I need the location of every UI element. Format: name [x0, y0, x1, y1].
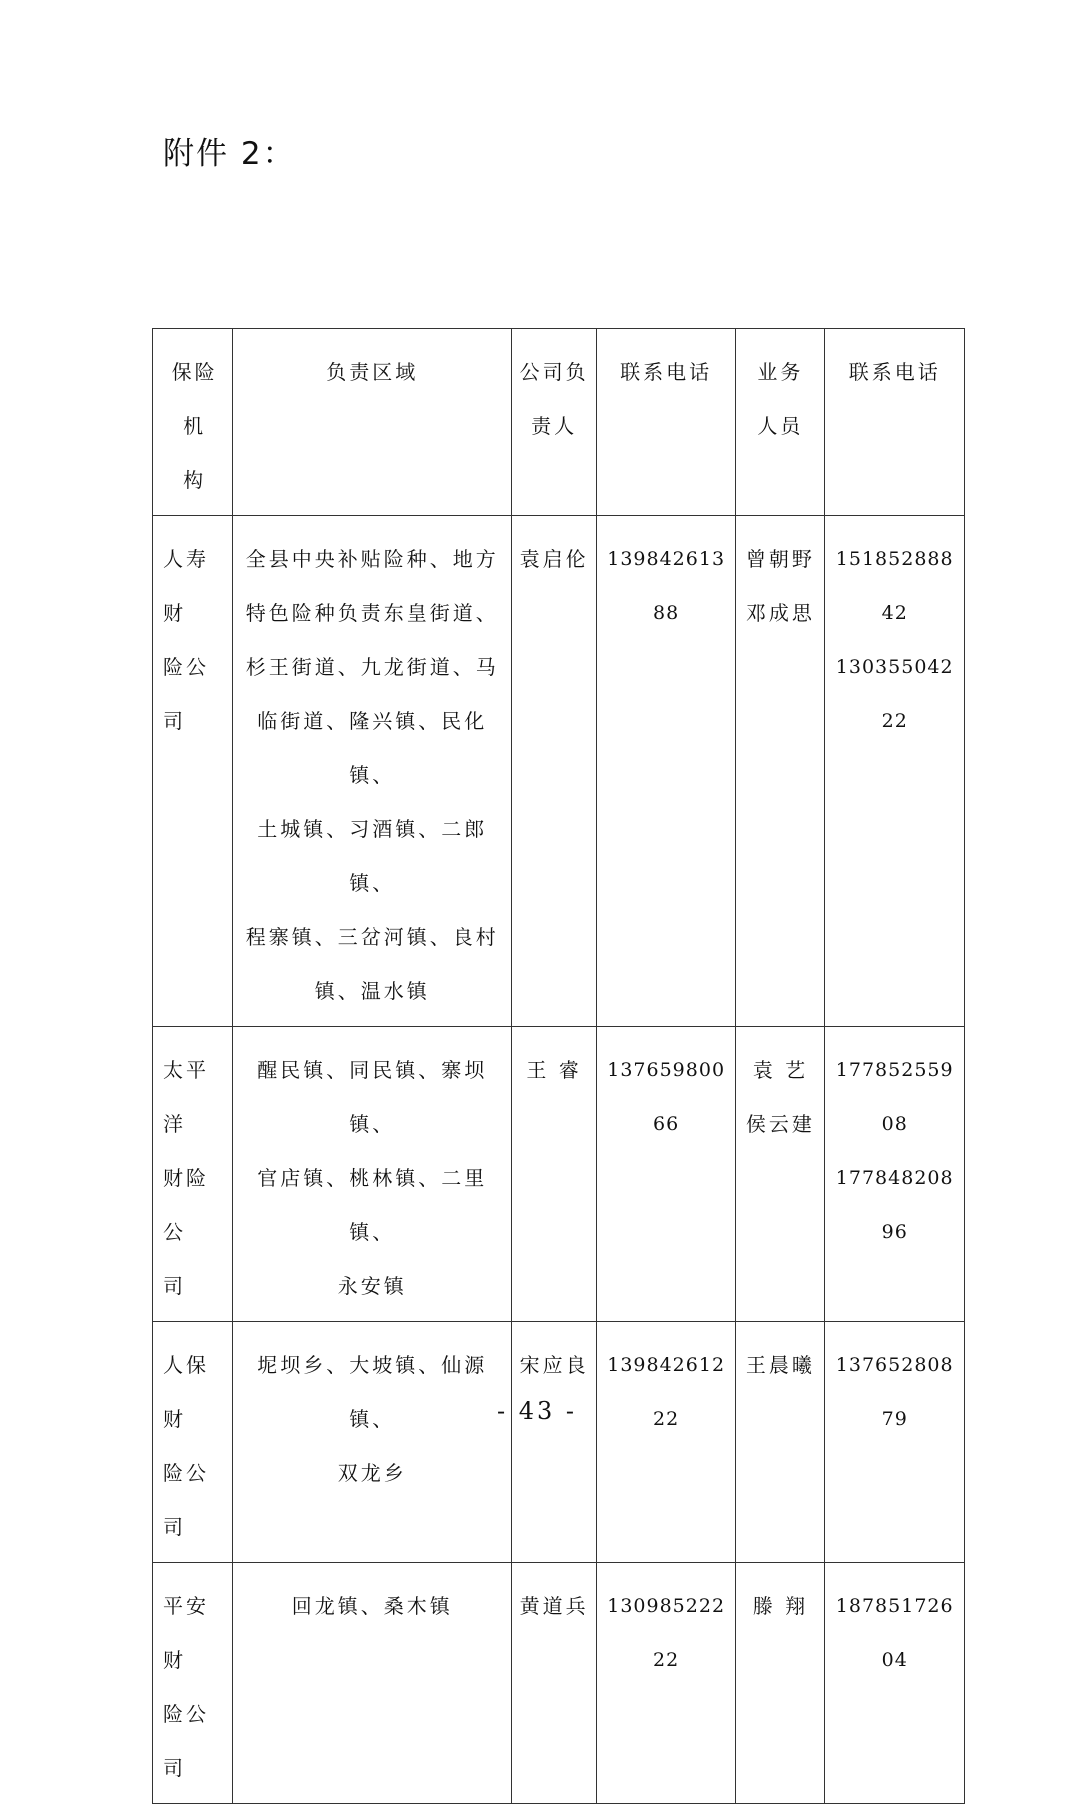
cell-phone1: [596, 1027, 736, 1322]
cell-phone2: [825, 516, 965, 1027]
cell-line: 特色险种负责东皇街道、: [245, 601, 499, 625]
cell-line: 全县中央补贴险种、地方: [245, 547, 499, 571]
cell-line: 13984261388: [607, 548, 726, 624]
header-phone2: [825, 329, 965, 516]
cell-line: 袁启伦: [519, 547, 589, 571]
cell-area: [233, 1322, 512, 1563]
cell-line: 程寨镇、三岔河镇、良村: [245, 925, 499, 949]
cell-phone2: [825, 1322, 965, 1563]
header-org: [153, 329, 233, 516]
cell-line: 太平洋: [163, 1058, 209, 1136]
cell-org: [153, 1027, 233, 1322]
cell-line: 13765980066: [607, 1059, 726, 1135]
attachment-title: 附件 2：: [163, 136, 296, 172]
cell-line: 黄道兵: [519, 1594, 589, 1618]
cell-line: 险公司: [163, 1461, 209, 1539]
cell-line: 责人: [531, 414, 578, 438]
cell-line: 双龙乡: [337, 1461, 407, 1485]
table-row: [153, 516, 965, 1027]
cell-lead: [512, 516, 597, 1027]
cell-phone1: [596, 1563, 736, 1804]
cell-org: [153, 1563, 233, 1804]
cell-lead: [512, 1027, 597, 1322]
cell-line: 永安镇: [337, 1274, 407, 1298]
cell-line: 人保财: [163, 1353, 209, 1431]
cell-line: 构: [183, 468, 207, 492]
cell-line: 宋应良: [519, 1353, 589, 1377]
cell-line: 17784820896: [835, 1167, 954, 1243]
cell-line: 负责区域: [326, 360, 419, 384]
cell-line: 13098522222: [607, 1595, 726, 1671]
cell-line: 18785172604: [835, 1595, 954, 1671]
cell-staff: [736, 1563, 825, 1804]
cell-line: 公司负: [519, 360, 589, 384]
cell-phone1: [596, 1322, 736, 1563]
cell-line: 13035504222: [835, 656, 954, 732]
cell-line: 险公司: [163, 1702, 209, 1780]
cell-line: 侯云建: [745, 1112, 815, 1136]
cell-staff: [736, 1322, 825, 1563]
cell-line: 财险公: [163, 1166, 209, 1244]
cell-line: 醒民镇、同民镇、寨坝镇、: [257, 1058, 488, 1136]
cell-line: 司: [163, 1274, 186, 1298]
cell-line: 13765280879: [835, 1354, 954, 1430]
cell-area: [233, 1027, 512, 1322]
cell-line: 人寿财: [163, 547, 209, 625]
cell-line: 官店镇、桃林镇、二里镇、: [257, 1166, 488, 1244]
cell-line: 王 睿: [526, 1058, 582, 1082]
cell-line: 联系电话: [620, 360, 713, 384]
table-row: [153, 1563, 965, 1804]
header-lead: [512, 329, 597, 516]
table-header-row: [153, 329, 965, 516]
cell-lead: [512, 1322, 597, 1563]
header-area: [233, 329, 512, 516]
cell-phone1: [596, 516, 736, 1027]
header-staff: [736, 329, 825, 516]
cell-area: [233, 1563, 512, 1804]
insurance-contact-table: [152, 328, 965, 1804]
cell-staff: [736, 516, 825, 1027]
cell-phone2: [825, 1563, 965, 1804]
cell-org: [153, 1322, 233, 1563]
cell-line: 平安财: [163, 1594, 209, 1672]
cell-line: 曾朝野: [745, 547, 815, 571]
cell-line: 邓成思: [745, 601, 815, 625]
cell-line: 联系电话: [848, 360, 941, 384]
cell-line: 13984261222: [607, 1354, 726, 1430]
cell-line: 杉王街道、九龙街道、马: [245, 655, 499, 679]
header-phone1: [596, 329, 736, 516]
cell-area: [233, 516, 512, 1027]
cell-line: 险公司: [163, 655, 209, 733]
cell-line: 回龙镇、桑木镇: [291, 1594, 453, 1618]
cell-line: 保险机: [171, 360, 218, 438]
page-number: - 43 -: [496, 1397, 577, 1425]
table-row: [153, 1027, 965, 1322]
cell-line: 滕 翔: [752, 1594, 809, 1618]
cell-line: 土城镇、习酒镇、二郎镇、: [257, 817, 488, 895]
cell-line: 17785255908: [835, 1059, 954, 1135]
cell-line: 人员: [757, 414, 804, 438]
cell-lead: [512, 1563, 597, 1804]
cell-org: [153, 516, 233, 1027]
cell-line: 业务: [757, 360, 804, 384]
cell-line: 15185288842: [835, 548, 954, 624]
cell-line: 坭坝乡、大坡镇、仙源镇、: [257, 1353, 488, 1431]
cell-staff: [736, 1027, 825, 1322]
cell-line: 王晨曦: [745, 1353, 815, 1377]
cell-line: 镇、温水镇: [314, 979, 430, 1003]
table-row: [153, 1322, 965, 1563]
cell-line: 袁 艺: [752, 1058, 809, 1082]
cell-line: 临街道、隆兴镇、民化镇、: [257, 709, 488, 787]
cell-phone2: [825, 1027, 965, 1322]
